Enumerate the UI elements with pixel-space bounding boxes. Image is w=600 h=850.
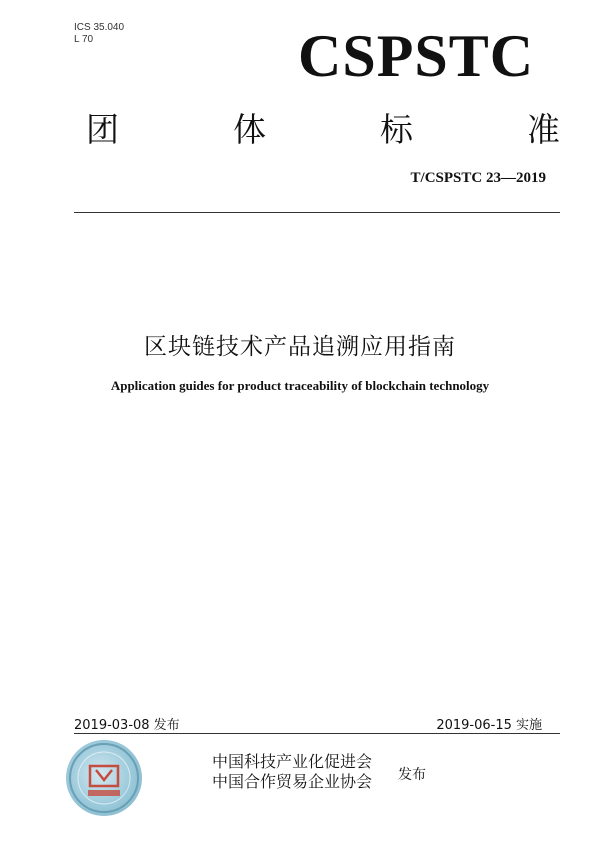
category-char: 体	[233, 110, 266, 149]
bottom-divider	[74, 733, 560, 734]
category-char: 团	[86, 110, 119, 149]
standard-number: T/CSPSTC 23—2019	[410, 170, 546, 186]
seal-bar	[88, 790, 120, 796]
top-divider	[74, 212, 560, 213]
organization-name: 中国合作贸易企业协会	[212, 772, 373, 791]
seal-emblem	[90, 766, 118, 786]
issuing-organizations	[212, 752, 372, 792]
standard-category	[86, 110, 560, 150]
seal-graphic	[66, 740, 142, 816]
seal-emblem-mark	[96, 770, 112, 780]
category-char: 准	[527, 110, 560, 149]
ccs-code: L 70	[74, 34, 94, 45]
publish-date: 2019-03-08 发布	[74, 718, 180, 733]
category-char: 标	[380, 110, 413, 149]
brand-logo-text: CSPSTC	[298, 23, 535, 89]
classification-codes	[74, 22, 124, 46]
document-title-cn: 区块链技术产品追溯应用指南	[144, 334, 456, 360]
organization-name: 中国科技产业化促进会	[212, 752, 373, 771]
implement-date: 2019-06-15 实施	[436, 718, 542, 733]
document-title-en: Application guides for product traceability of blockchain technology	[110, 378, 490, 393]
anti-counterfeit-seal-icon	[66, 740, 142, 816]
ics-code: ICS 35.040	[74, 22, 125, 33]
issued-label: 发布	[398, 767, 426, 783]
